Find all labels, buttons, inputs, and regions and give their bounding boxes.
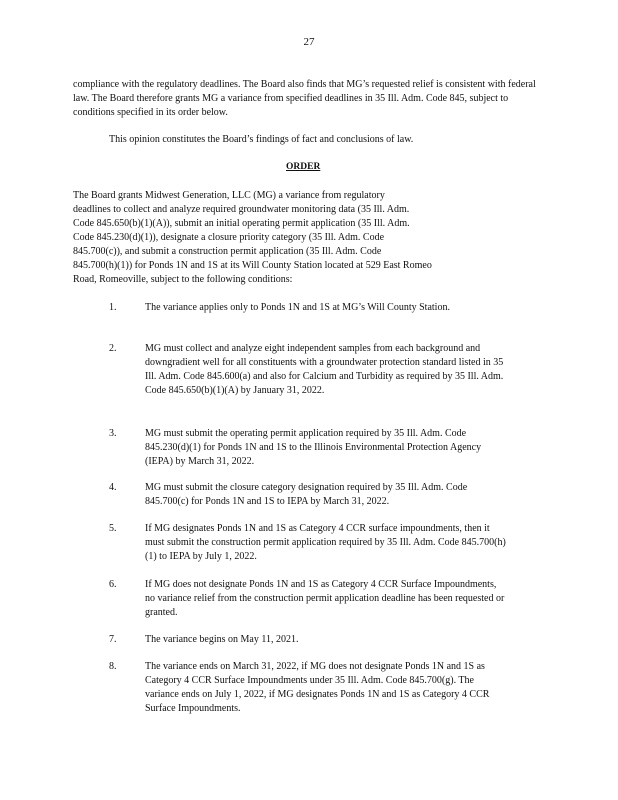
condition-number: 5. <box>109 523 117 534</box>
condition-text: The variance begins on May 11, 2021. <box>145 634 299 645</box>
order-intro-paragraph <box>73 189 493 287</box>
condition-number: 7. <box>109 634 117 645</box>
condition-number: 8. <box>109 661 117 672</box>
order-intro-line: Code 845.650(b)(1)(A)), submit an initial operating permit application (35 Ill. Adm. <box>73 218 410 229</box>
condition-text: The variance applies only to Ponds 1N and 1S at MG’s Will County Station. <box>145 302 450 313</box>
condition-text: MG must submit the operating permit application required by 35 Ill. Adm. Code 845.230(d)(1) for Ponds 1N and 1S to the Illinois Environmental Protection Agency (IEPA) by March 31, 2022. <box>145 428 482 467</box>
condition-number: 2. <box>109 343 117 354</box>
order-intro-line: Road, Romeoville, subject to the following conditions: <box>73 274 293 285</box>
condition-number: 4. <box>109 482 117 493</box>
condition-number: 3. <box>109 428 117 439</box>
order-intro-line: 845.700(c)), and submit a construction permit application (35 Ill. Adm. Code <box>73 246 382 257</box>
page-number: 27 <box>303 36 315 48</box>
order-intro-line: Code 845.230(d)(1)), designate a closure priority category (35 Ill. Adm. Code <box>73 232 385 243</box>
condition-number: 6. <box>109 579 117 590</box>
order-intro-line: 845.700(h)(1)) for Ponds 1N and 1S at its Will County Station located at 529 East Romeo <box>73 260 432 271</box>
condition-text: If MG does not designate Ponds 1N and 1S as Category 4 CCR Surface Impoundments, no variance relief from the construction permit application deadline has been requested or granted. <box>145 579 505 618</box>
order-intro-line: deadlines to collect and analyze required groundwater monitoring data (35 Ill. Adm. <box>73 204 410 215</box>
condition-text: MG must submit the closure category designation required by 35 Ill. Adm. Code 845.700(c) for Ponds 1N and 1S to IEPA by March 31, 2022. <box>145 482 468 507</box>
order-intro-line: The Board grants Midwest Generation, LLC (MG) a variance from regulatory <box>73 190 385 201</box>
condition-text: If MG designates Ponds 1N and 1S as Category 4 CCR surface impoundments, then it must submit the construction permit application required by 35 Ill. Adm. Code 845.700(h)(1) to IEPA by July 1, 2022. <box>145 523 506 562</box>
condition-text: The variance ends on March 31, 2022, if MG does not designate Ponds 1N and 1S as Category 4 CCR Surface Impoundments under 35 Ill. Adm. Code 845.700(g). The variance ends on July 1, 2022, if MG designates Ponds 1N and 1S as Category 4 CCR Surface Impoundments. <box>145 661 490 714</box>
opening-paragraph: compliance with the regulatory deadlines. The Board also finds that MG’s requested relief is consistent with federal law. The Board therefore grants MG a variance from specified deadlines in 35 Ill. Adm. Code 845, subject to conditions specified in its order below. <box>73 79 536 118</box>
opinion-paragraph: This opinion constitutes the Board’s findings of fact and conclusions of law. <box>109 134 414 145</box>
condition-text: MG must collect and analyze eight independent samples from each background and downgradient well for all constituents with a groundwater protection standard listed in 35 Ill. Adm. Code 845.600(a) and also for Calcium and Turbidity as required by 35 Ill. Adm. Code 845.650(b)(1)(A) by January 31, 2022. <box>145 343 504 396</box>
condition-number: 1. <box>109 302 117 313</box>
order-heading: ORDER <box>286 162 321 172</box>
